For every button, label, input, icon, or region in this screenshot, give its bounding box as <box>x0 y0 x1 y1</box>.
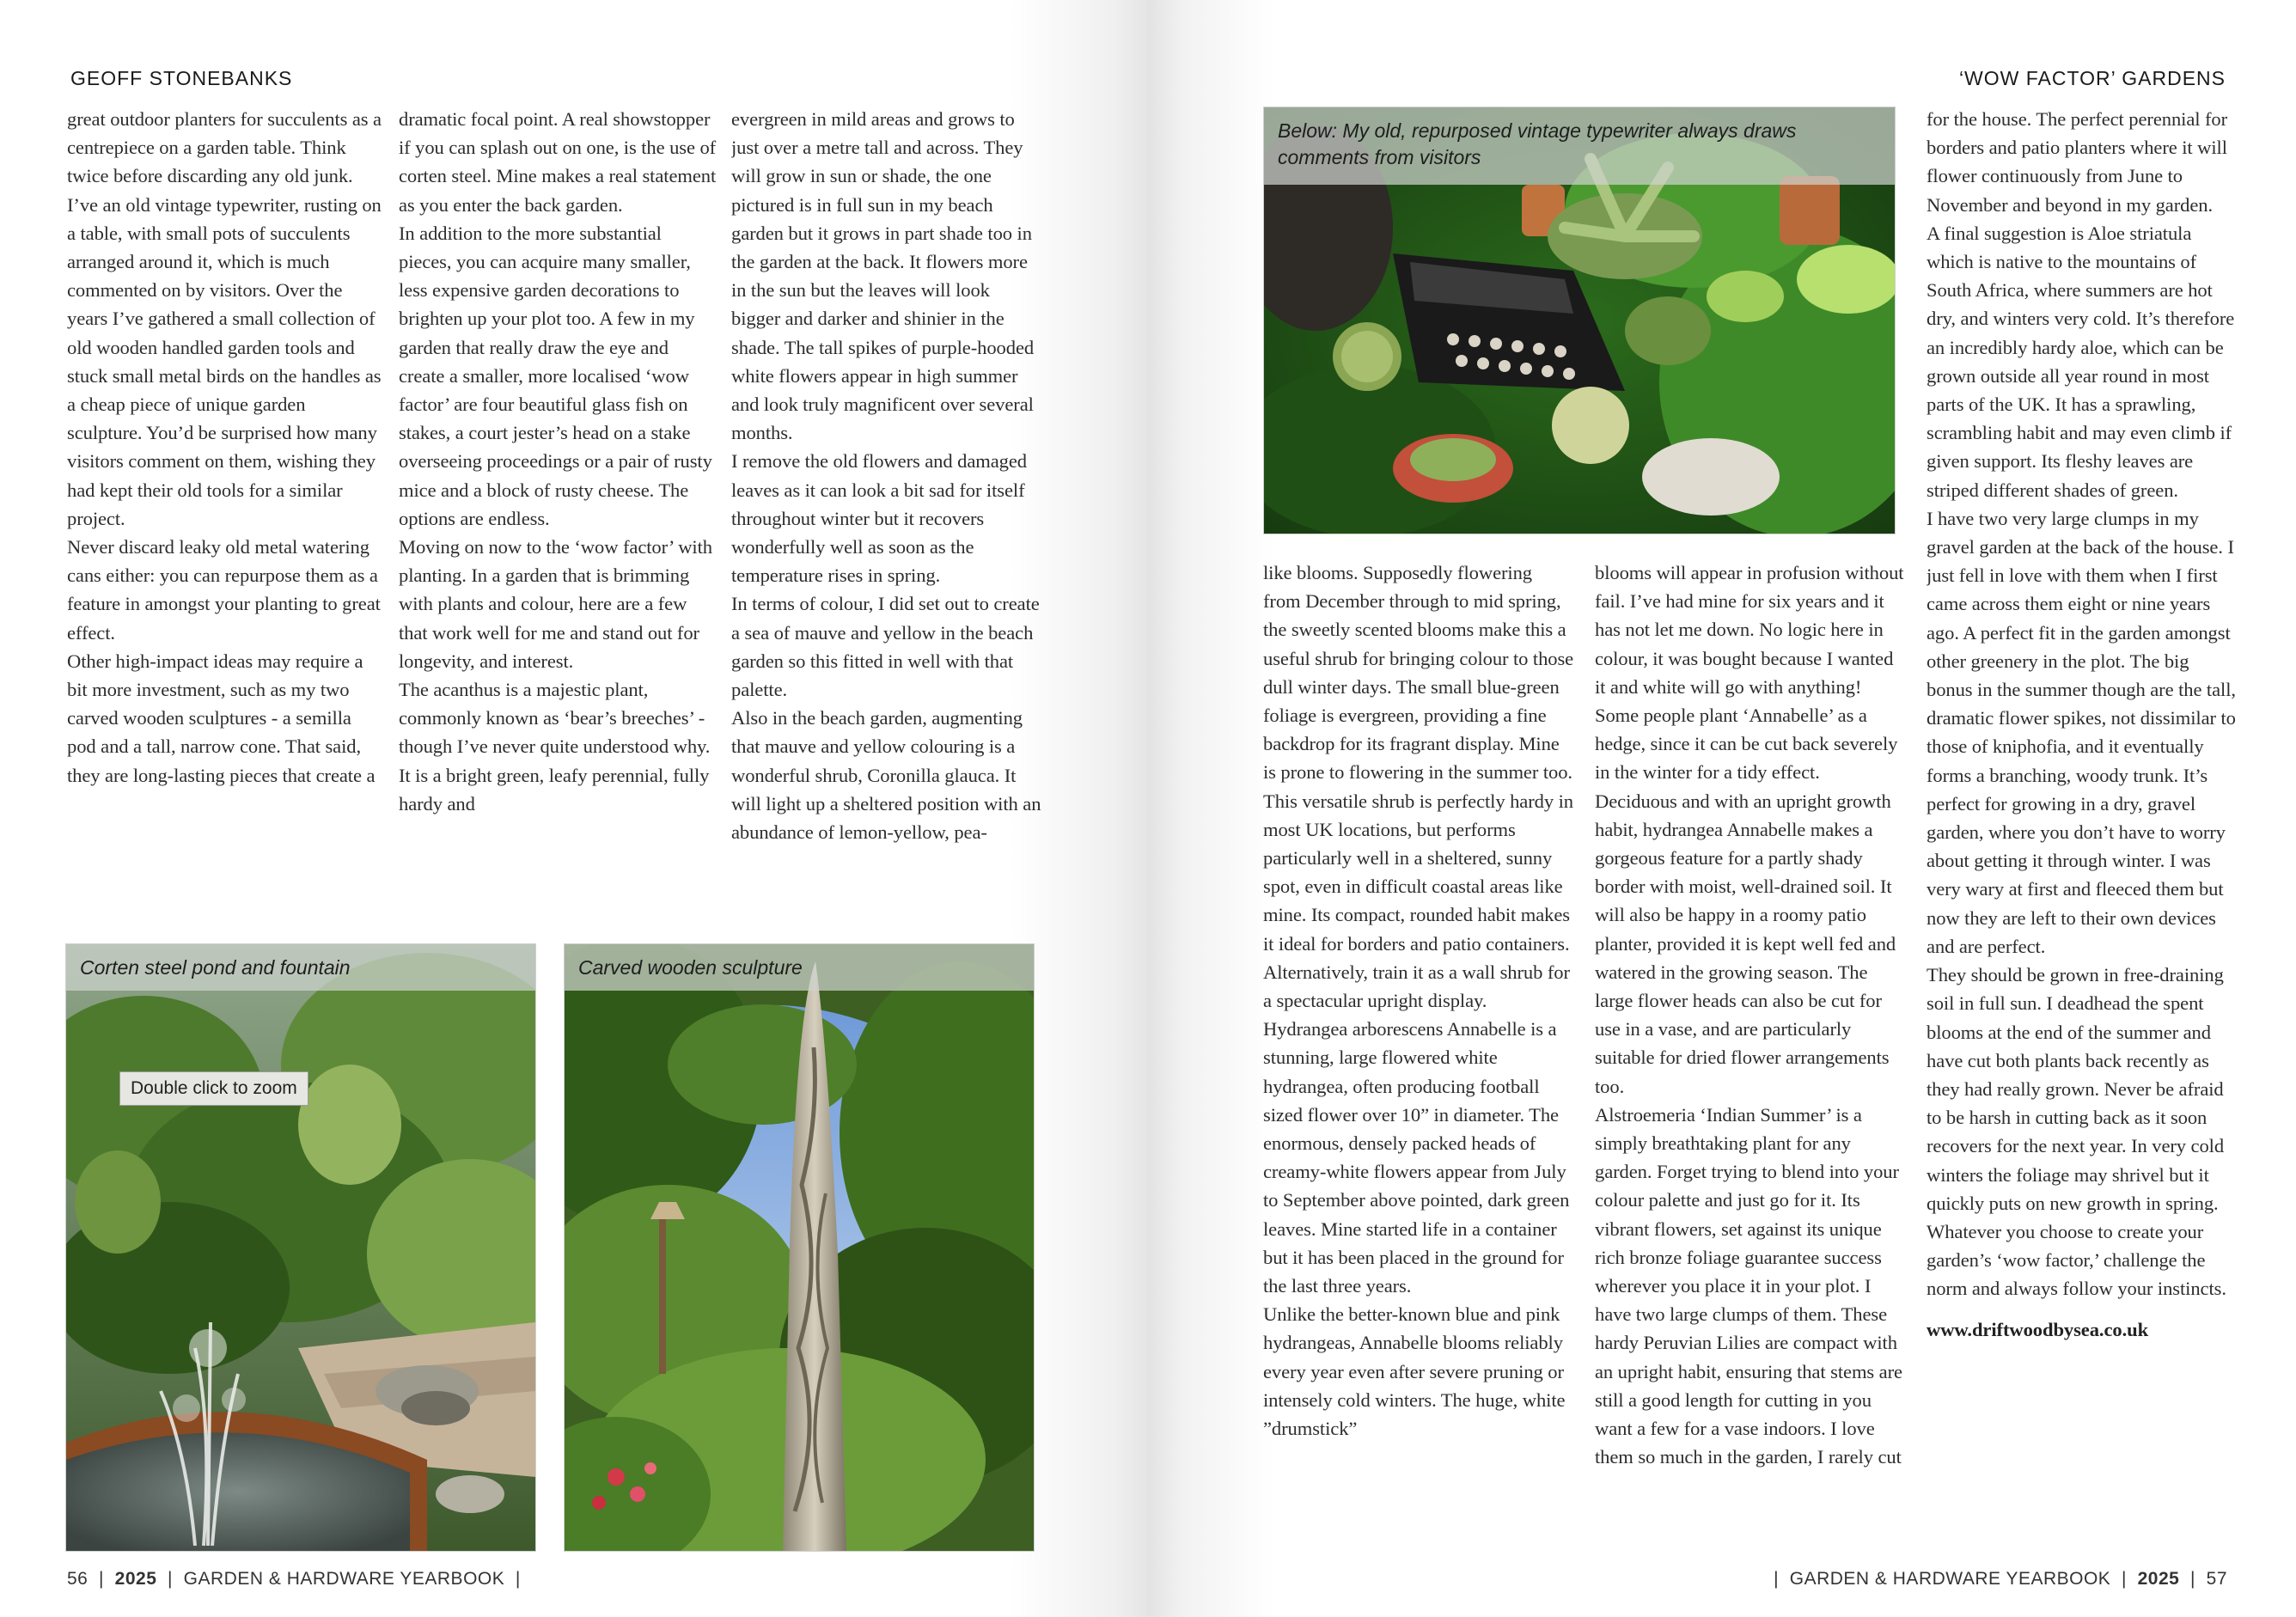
article-column-1 <box>67 105 383 904</box>
article-column-2 <box>399 105 717 904</box>
photo-vintage-typewriter[interactable] <box>1263 107 1896 534</box>
publication-name: GARDEN & HARDWARE YEARBOOK <box>1789 1569 2111 1589</box>
paragraph: Moving on now to the ‘wow factor’ with planting. In a garden that is brimming with plants and colour, here are a few that work well for me and stand out for longevity, and interest. <box>399 536 712 672</box>
page-number: 56 <box>67 1569 89 1589</box>
article-column-3 <box>731 105 1042 904</box>
paragraph: Some people plant ‘Annabelle’ as a hedge, since it can be cut back severely in the winter for a tidy effect. Deciduous and with an upright growth habit, hydrangea Annabelle makes a gorgeous feature for a partly shady border with moist, well-drained soil. It will also be happy in a roomy patio planter, provided it is kept well fed and watered in the growing season. The large flower heads can also be cut for use in a vase, and are particularly suitable for dried flower arrangements too. <box>1595 705 1898 1097</box>
paragraph: great outdoor planters for succulents as a centrepiece on a garden table. Think twice before discarding any old junk. I’ve an old vintage typewriter, rusting on a table, with small pots of succulents arranged around it, which is much commented on by visitors. Over the years I’ve gathered a small collection of old wooden handled garden tools and stuck small metal birds on the handles as a cheap piece of unique garden sculpture. You’d be surprised how many visitors comment on them, wishing they had kept their old tools for a similar project. <box>67 108 382 529</box>
paragraph: In terms of colour, I did set out to create a sea of mauve and yellow in the beach garden so this fitted in well with that palette. <box>731 593 1040 701</box>
paragraph: They should be grown in free-draining soil in full sun. I deadhead the spent blooms at the end of the summer and have cut both plants back recently as they had really grown. Never be afraid to be harsh in cutting back as it soon recovers for the next year. In very cold winters the foliage may shrivel but it quickly puts on new growth in spring. <box>1927 964 2225 1214</box>
paragraph: blooms will appear in profusion without fail. I’ve had mine for six years and it has not let me down. No logic here in colour, it was bought because I wanted it and white will go with anything! <box>1595 562 1904 698</box>
page-number: 57 <box>2206 1569 2227 1589</box>
paragraph: for the house. The perfect perennial for borders and patio planters where it will flower continuously from June to November and beyond in my garden. <box>1927 108 2228 216</box>
paragraph: In addition to the more substantial pieces, you can acquire many smaller, less expensive garden decorations to brighten up your plot too. A few in my garden that really draw the eye and create a smaller, more localised ‘wow factor’ are four beautiful glass fish on stakes, a court jester’s head on a stake overseeing proceedings or a pair of rusty mice and a block of rusty cheese. The options are endless. <box>399 222 712 529</box>
folio-year: 2025 <box>2137 1569 2180 1589</box>
website-link[interactable]: www.driftwoodbysea.co.uk <box>1927 1318 2149 1340</box>
paragraph: Alstroemeria ‘Indian Summer’ is a simply breathtaking plant for any garden. Forget trying to blend into your colour palette and just go for it. Its vibrant flowers, set against its unique rich bronze foliage guarantee success wherever you place it in your plot. I have two large clumps of them. These hardy Peruvian Lilies are compact with an upright habit, ensuring that stems are still a good length for cutting in you want a few for a vase indoors. I love them so much in the garden, I rarely cut <box>1595 1103 1902 1468</box>
paragraph: Hydrangea arborescens Annabelle is a stunning, large flowered white hydrangea, often producing football sized flower over 10” in diameter. The enormous, densely packed heads of creamy-white flowers appear from July to September above pointed, dark green leaves. Mine started life in a container but it has been placed in the ground for the last three years. <box>1263 1018 1570 1297</box>
paragraph: dramatic focal point. A real showstopper if you can splash out on one, is the use of corten steel. Mine makes a real statement as you enter the back garden. <box>399 108 717 216</box>
carved-sculpture-image <box>565 944 1034 1551</box>
photo-caption: Corten steel pond and fountain <box>66 944 535 991</box>
paragraph: Also in the beach garden, augmenting that mauve and yellow colouring is a wonderful shrub, Coronilla glauca. It will light up a sheltered position with an abundance of lemon-yellow, pea- <box>731 707 1041 844</box>
paragraph: evergreen in mild areas and grows to just over a metre tall and across. They will grow in sun or shade, the one pictured is in full sun in my beach garden but it grows in part shade too in the garden at the back. It flowers more in the sun but the leaves will look bigger and darker and shinier in the shade. The tall spikes of purple-hooded white flowers appear in high summer and look truly magnificent over several months. <box>731 108 1035 444</box>
photo-pond-fountain[interactable] <box>65 943 536 1552</box>
right-page <box>1148 0 2296 1617</box>
photo-caption: Below: My old, repurposed vintage typewriter always draws comments from visitors <box>1264 107 1895 185</box>
article-column-4 <box>1263 558 1574 1564</box>
article-column-5 <box>1595 558 1906 1564</box>
photo-carved-sculpture[interactable] <box>564 943 1035 1552</box>
zoom-tooltip: Double click to zoom <box>119 1071 308 1106</box>
folio-left: 56 | 2025 | GARDEN & HARDWARE YEARBOOK | <box>67 1569 521 1589</box>
running-head-section: ‘WOW FACTOR’ GARDENS <box>1958 67 2226 89</box>
folio-year: 2025 <box>114 1569 157 1589</box>
paragraph: The acanthus is a majestic plant, commonly known as ‘bear’s breeches’ - though I’ve never quite understood why. It is a bright green, leafy perennial, fully hardy and <box>399 679 711 815</box>
publication-name: GARDEN & HARDWARE YEARBOOK <box>183 1569 505 1589</box>
paragraph: Other high-impact ideas may require a bit more investment, such as my two carved wooden sculptures - a semilla pod and a tall, narrow cone. That said, they are long-lasting pieces that create a <box>67 650 376 786</box>
photo-caption: Carved wooden sculpture <box>565 944 1034 991</box>
paragraph: I remove the old flowers and damaged leaves as it can look a bit sad for itself throughout winter but it recovers wonderfully well as soon as the temperature rises in spring. <box>731 450 1027 587</box>
folio-right: | GARDEN & HARDWARE YEARBOOK | 2025 | 57 <box>1774 1569 2227 1589</box>
running-head-author: GEOFF STONEBANKS <box>70 67 293 89</box>
paragraph: I have two very large clumps in my gravel garden at the back of the house. I just fell in love with them when I first came across them eight or nine years ago. A perfect fit in the garden amongst other greenery in the plot. The big bonus in the summer though are the tall, dramatic flower spikes, not dissimilar to those of kniphofia, and it eventually forms a branching, woody trunk. It’s perfect for growing in a dry, gravel garden, where you don’t have to worry about getting it through winter. I was very wary at first and fleeced them but now they are left to their own devices and are perfect. <box>1927 507 2236 957</box>
paragraph: Never discard leaky old metal watering cans either: you can repurpose them as a feature in amongst your planting to great effect. <box>67 536 381 644</box>
paragraph: Whatever you choose to create your garden’s ‘wow factor,’ challenge the norm and always follow your instincts. <box>1927 1220 2226 1300</box>
paragraph: Unlike the better-known blue and pink hydrangeas, Annabelle blooms reliably every year even after severe pruning or intensely cold winters. The huge, white ”drumstick” <box>1263 1303 1566 1440</box>
pond-fountain-image <box>66 944 535 1551</box>
paragraph: A final suggestion is Aloe striatula which is native to the mountains of South Africa, where summers are hot dry, and winters very cold. It’s therefore an incredibly hardy aloe, which can be grown outside all year round in most parts of the UK. It has a sprawling, scrambling habit and may even climb if given support. Its fleshy leaves are striped different shades of green. <box>1927 222 2235 501</box>
article-column-6 <box>1927 105 2238 1565</box>
paragraph: like blooms. Supposedly flowering from December through to mid spring, the sweetly scented blooms make this a useful shrub for bringing colour to those dull winter days. The small blue-green foliage is evergreen, providing a fine backdrop for its fragrant display. Mine is prone to flowering in the summer too. This versatile shrub is perfectly hardy in most UK locations, but performs particularly well in a sheltered, sunny spot, even in difficult coastal areas like mine. Its compact, rounded habit makes it ideal for borders and patio containers. Alternatively, train it as a wall shrub for a spectacular upright display. <box>1263 562 1574 1012</box>
